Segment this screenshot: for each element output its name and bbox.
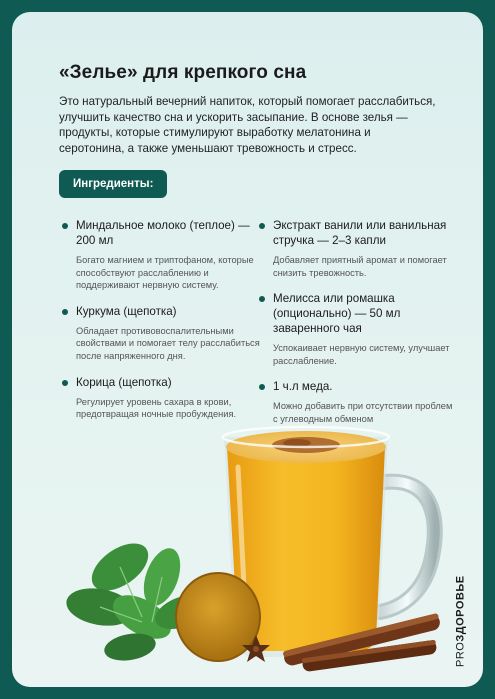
ingredient-name: Корица (щепотка) [76,375,172,389]
brand-prefix: PRO [455,641,467,667]
ingredient-desc: Обладает противовоспалительными свойствами и помогает телу расслабиться после напряженного дня. [76,325,260,361]
ingredient-name: Миндальное молоко (теплое) — 200 мл [76,219,250,247]
ingredient-desc: Регулирует уровень сахара в крови, предотвращая ночные пробуждения. [76,396,237,420]
bullet-icon [62,223,68,229]
brand-logo [455,575,467,667]
ingredient-item [259,291,459,367]
ingredients-right-column [259,218,459,438]
ingredient-desc: Успокаивает нервную систему, улучшает расслабление. [273,343,450,366]
ingredient-name: Мелисса или ромашка (опционально) — 50 мл заваренного чая [273,292,401,336]
bullet-icon [259,384,265,390]
ingredient-item [62,218,262,292]
ingredient-name: Куркума (щепотка) [76,304,177,318]
bullet-icon [259,296,265,302]
ingredient-desc: Богато магнием и триптофаном, которые способствуют расслаблению и поддерживают нервную систему. [76,255,254,291]
page-title: «Зелье» для крепкого сна [59,62,307,83]
drink-illustration [12,407,483,687]
intro-text: Это натуральный вечерний напиток, который помогает расслабиться, улучшить качество сна и ускорить засыпание. В основе зелья — продукты, которые стимулируют выработку мелатонина и серотонина, а также уменьшают тревожность и стресс. [59,95,436,155]
bullet-icon [259,223,265,229]
ingredients-badge: Ингредиенты: [59,170,167,198]
ingredient-name: Экстракт ванили или ванильная стручка — 2–3 капли [273,219,447,247]
ingredient-desc: Добавляет приятный аромат и помогает снизить тревожность. [273,255,447,278]
ingredient-name: 1 ч.л меда. [273,380,333,394]
ingredient-desc: Можно добавить при отсутствии проблем с углеводным обменом [273,401,453,424]
ingredients-left-column [62,218,262,433]
bullet-icon [62,380,68,386]
brand-main: ЗДОРОВЬЕ [455,575,467,642]
bullet-icon [62,309,68,315]
info-card [12,12,483,687]
ingredient-item [259,218,459,279]
ingredient-item [62,304,262,363]
